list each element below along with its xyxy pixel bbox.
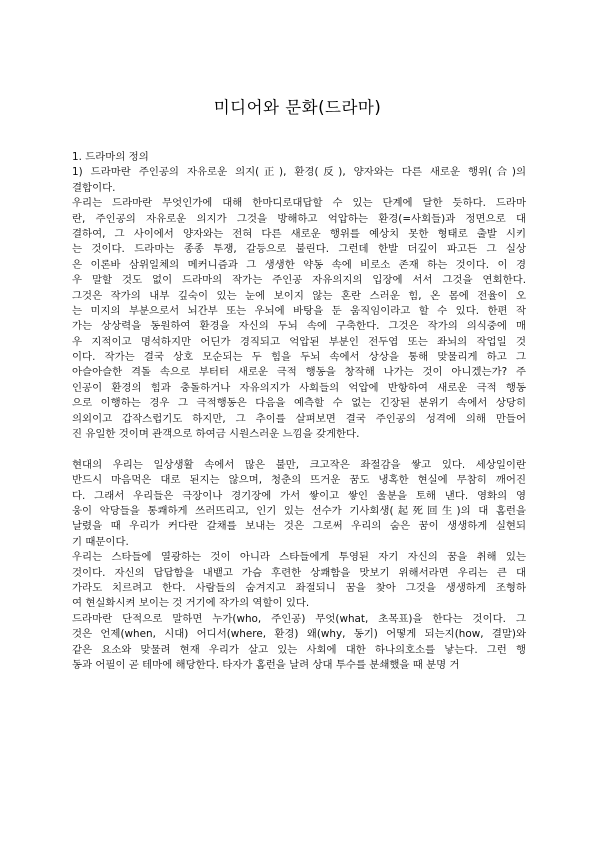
text-line: 것이다. 자신의 답답함을 내뱉고 가슴 후련한 상쾌함을 맛보기 위해서라면 우리는 큰 대 xyxy=(72,566,526,579)
text-line: 는 미지의 부분으로서 뇌간부 또는 우뇌에 바탕을 둔 움직임이라고 할 수 있다. 한편 작 xyxy=(72,304,526,317)
text-line: 우 지적이고 명석하지만 어딘가 경직되고 억압된 부분인 전두엽 또는 좌뇌의 작업일 것 xyxy=(72,335,526,348)
text-line: 반드시 마음먹은 대로 된지는 않으며, 청춘의 뜨거운 꿈도 냉혹한 현실에 무참히 깨어진 xyxy=(72,474,526,487)
text-line: 여 현실화시켜 보이는 것 거기에 작가의 역할이 있다. xyxy=(72,597,310,610)
text-line: 인공이 환경의 힘과 충돌하거나 자유의지가 사회들의 억압에 반항하여 새로운 극적 행동 xyxy=(72,381,526,394)
text-line: 으로 이행하는 경우 그 극적행동은 다음을 예측할 수 없는 긴장된 분위기 속에서 상당히 xyxy=(72,397,526,410)
text-line: 우 말할 것도 없이 드라마의 작가는 주인공 자유의지의 입장에 서서 그것을 연회한다. xyxy=(72,274,526,287)
text-line: 것은 언제(when, 시대) 어디서(where, 환경) 왜(why, 동기) 어떻게 되는지(how, 결말)와 xyxy=(72,628,526,641)
text-line: 은 이론바 삼위일체의 메커니즘과 그 생생한 약동 속에 비로소 존재 하는 것이다. 이 경 xyxy=(72,258,526,271)
document-title: 미디어와 문화(드라마) xyxy=(213,98,382,117)
text-line: 의외이고 갑작스럽기도 하지만, 그 추이를 살펴보면 결국 주인공의 성격에 의해 만들어 xyxy=(72,412,526,425)
text-line: 가는 상상력을 동원하여 환경을 자신의 두뇌 속에 구축한다. 그것은 작가의 의식중에 매 xyxy=(72,320,526,333)
text-line: 1) 드라마란 주인공의 자유로운 의지(正), 환경(反), 양자와는 다른 새로운 행위(合)의 xyxy=(72,166,526,179)
text-line: 드라마란 단적으로 말하면 누가(who, 주인공) 무엇(what, 초목표)을 한다는 것이다. 그 xyxy=(72,612,526,625)
text-line: 같은 요소와 맞물려 현재 우리가 살고 있는 사회에 대한 하나의호소를 낳는다. 그런 행 xyxy=(72,643,526,656)
text-line: 기 때문이다. xyxy=(72,535,129,548)
text-line: 진 유일한 것이며 관객으로 하여금 시원스러운 느낌을 갖게한다. xyxy=(72,428,360,441)
text-line: 동과 어필이 곧 테마에 해당한다. 타자가 홈런을 날려 상대 투수를 분쇄했을 때 분명 거 xyxy=(72,658,460,671)
text-line: 날렸을 때 우리가 커다란 갈채를 보내는 것은 그로써 우리의 숨은 꿈이 생생하게 실현되 xyxy=(72,520,526,533)
text-line: 그것은 작가의 내부 깊숙이 있는 눈에 보이지 않는 혼란 스러운 힘, 온 몸에 전율이 오 xyxy=(72,289,526,302)
paragraph-lines xyxy=(72,165,526,673)
text-line: 우리는 드라마란 무엇인가에 대해 한마디로대답할 수 있는 단계에 달한 듯하다. 드라마 xyxy=(72,197,526,210)
text-line: 결합이다. xyxy=(72,181,116,194)
text-line: 다. 그래서 우리들은 극장이나 경기장에 가서 쌓이고 쌓인 울분을 토해 낸다. 영화의 영 xyxy=(72,489,526,502)
text-line: 란, 주인공의 자유로운 의지가 그것을 방해하고 억압하는 환경(=사회들)과 정면으로 대 xyxy=(72,212,526,225)
text-line: 웅이 악당들을 통쾌하게 쓰러뜨리고, 인기 있는 선수가 기사회생(起死回生)의 대 홈런을 xyxy=(72,504,526,517)
paragraph-gap xyxy=(72,442,526,457)
text-line: 결하여, 그 사이에서 양자와는 전혀 다른 새로운 행위를 예상치 못한 형태로 출발 시키 xyxy=(72,227,526,240)
text-line: 가라도 치르려고 한다. 사람들의 숨겨지고 좌절되니 꿈을 찾아 그것을 생생하게 조형하 xyxy=(72,581,526,594)
section-heading: 1. 드라마의 정의 xyxy=(72,151,149,163)
text-line: 아슬아슬한 격돌 속으로 부터터 새로운 극적 행동을 창작해 나가는 것이 아니겠는가? 주 xyxy=(72,366,526,379)
text-line: 이다. 작가는 결국 상호 모순되는 두 힘을 두뇌 속에서 상상을 통해 맞물리게 하고 그 xyxy=(72,351,526,364)
document-body xyxy=(72,150,526,673)
text-line: 현대의 우리는 일상생활 속에서 많은 불만, 크고작은 좌절감을 쌓고 있다. 세상일이란 xyxy=(72,458,526,471)
text-line: 우리는 스타들에 열광하는 것이 아니라 스타들에게 투영된 자기 자신의 꿈을 취해 있는 xyxy=(72,551,526,564)
text-line: 는 것이다. 드라마는 종종 투쟁, 갈등으로 불린다. 그런데 한발 더깊이 파고든 그 실상 xyxy=(72,243,526,256)
